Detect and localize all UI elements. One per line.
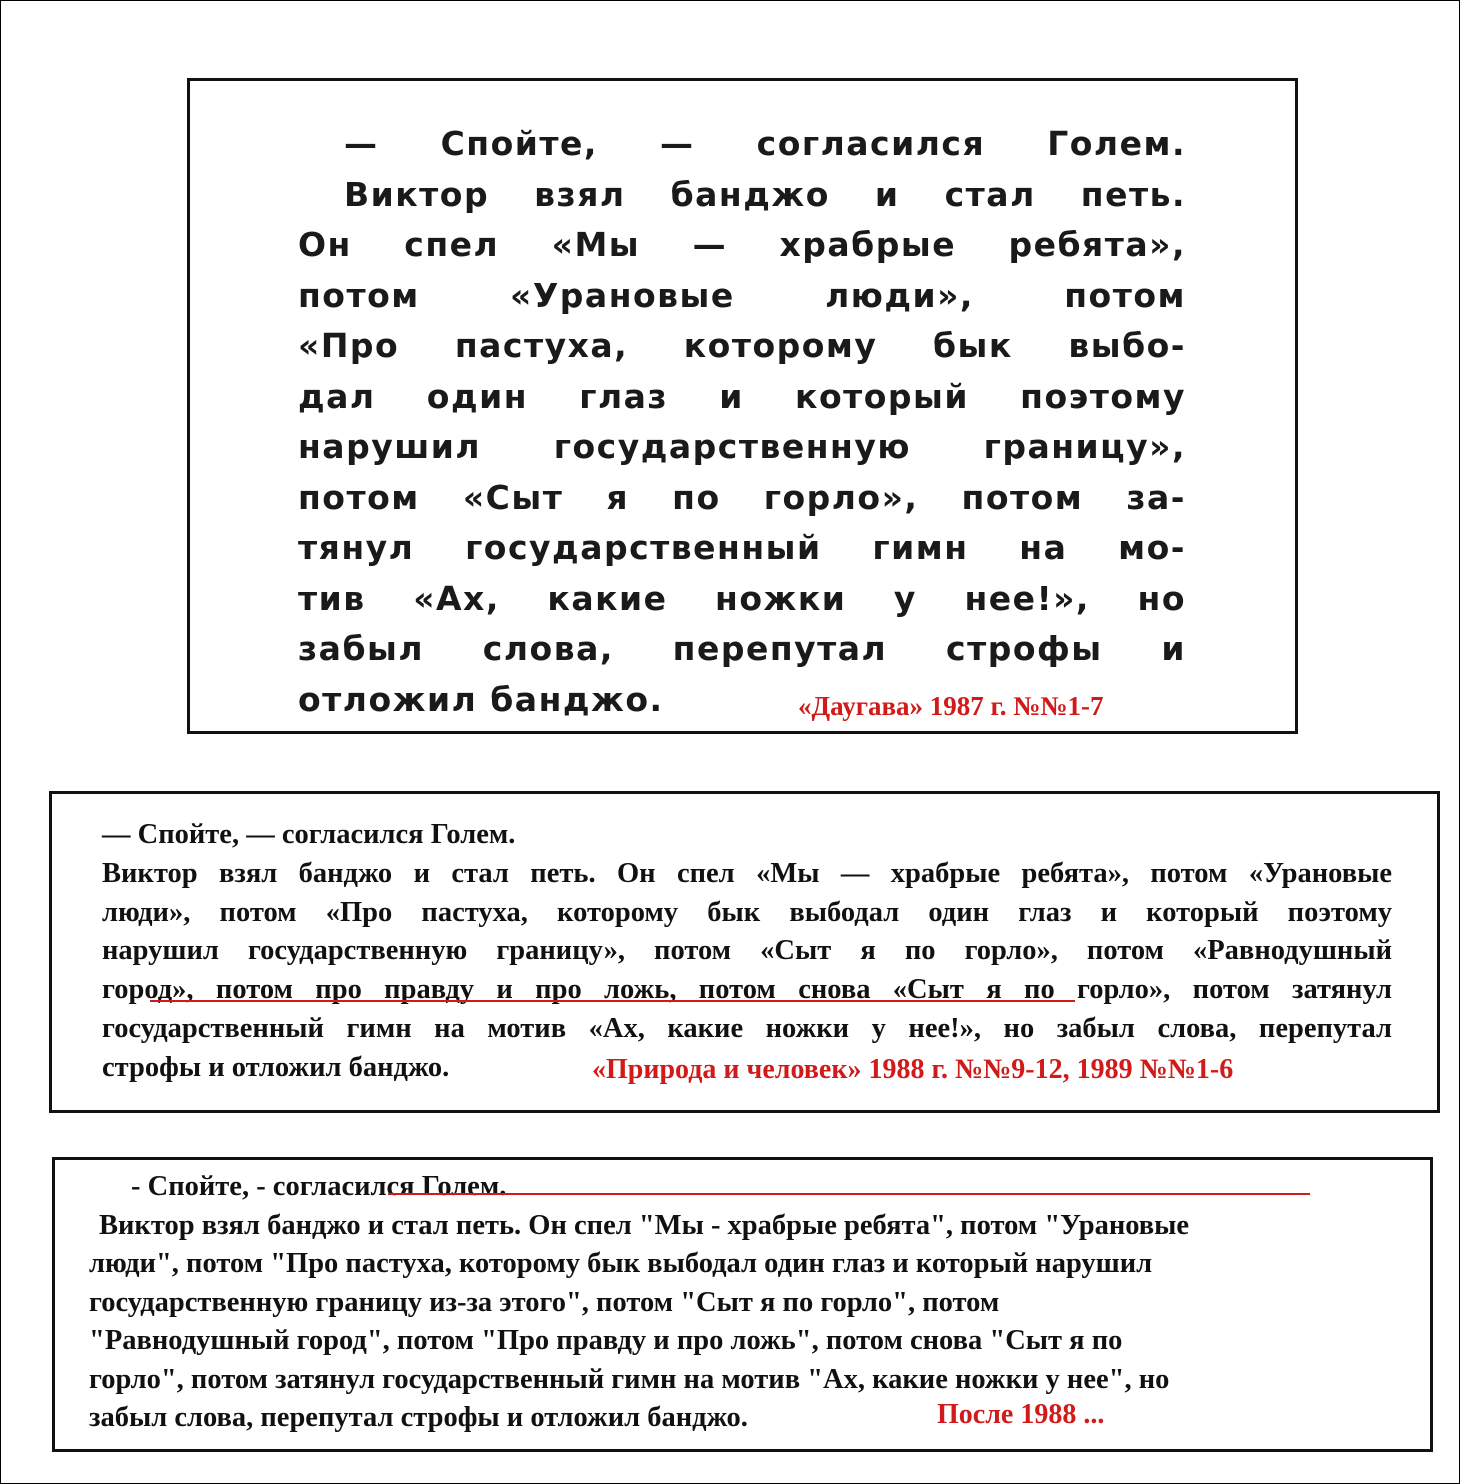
text-block bbox=[89, 1168, 1399, 1438]
text-line: Он спел «Мы — храбрые ребята», bbox=[298, 225, 1186, 264]
text-line: дал один глаз и который поэтому bbox=[298, 376, 1186, 416]
text-line: люди", потом "Про пастуха, которому бык выбодал один глаз и который нарушил bbox=[89, 1248, 1153, 1279]
excerpt-priroda-1988 bbox=[49, 791, 1440, 1113]
text-line: забыл слова, перепутал строфы и отложил банджо. bbox=[89, 1402, 748, 1433]
text-line: горло", потом затянул государственный гимн на мотив "Ах, какие ножки у нее", но bbox=[89, 1363, 1170, 1395]
text-line: государственную границу из-за этого", потом "Сыт я по горло", потом bbox=[89, 1286, 1000, 1318]
text-line: Виктор взял банджо и стал петь. Он спел "Мы - храбрые ребята", потом "Урановые bbox=[99, 1209, 1190, 1241]
text-line: Виктор взял банджо и стал петь. bbox=[344, 174, 1186, 214]
text-line: отложил банджо. bbox=[298, 679, 664, 719]
text-line: забыл слова, перепутал строфы и bbox=[298, 629, 1186, 668]
text-line: потом «Сыт я по горло», потом за- bbox=[298, 477, 1186, 517]
text-line: «Про пастуха, которому бык выбо- bbox=[298, 326, 1186, 365]
text-line: нарушил государственную границу», bbox=[298, 427, 1186, 466]
text-line: — Спойте, — согласился Голем. bbox=[102, 819, 516, 850]
text-line: государственный гимн на мотив «Ах, какие ножки у нее!», но забыл слова, перепутал bbox=[102, 1012, 1392, 1044]
text-line: город», потом про правду и про ложь, потом снова «Сыт я по горло», потом затянул bbox=[102, 974, 1392, 1006]
text-line: строфы и отложил банджо. bbox=[102, 1051, 450, 1083]
text-line: потом «Урановые люди», потом bbox=[298, 275, 1186, 315]
scanned-column bbox=[298, 119, 1186, 725]
text-block bbox=[102, 816, 1392, 1088]
text-line: "Равнодушный город", потом "Про правду и про ложь", потом снова "Сыт я по bbox=[89, 1325, 1123, 1356]
highlight-underline bbox=[150, 1000, 1075, 1002]
text-line: тив «Ах, какие ножки у нее!», но bbox=[298, 578, 1186, 618]
text-line: — Спойте, — согласился Голем. bbox=[344, 124, 1186, 163]
highlight-underline bbox=[388, 1193, 1310, 1195]
text-line: тянул государственный гимн на мо- bbox=[298, 528, 1186, 567]
source-caption: «Даугава» 1987 г. №№1-7 bbox=[798, 691, 1104, 721]
source-caption: «Природа и человек» 1988 г. №№9-12, 1989 №№1-6 bbox=[592, 1054, 1234, 1085]
excerpt-daugava-1987 bbox=[187, 78, 1298, 734]
text-line: нарушил государственную границу», потом «Сыт я по горло», потом «Равнодушный bbox=[102, 935, 1392, 967]
excerpt-after-1988 bbox=[52, 1157, 1433, 1452]
text-line: Виктор взял банджо и стал петь. Он спел «Мы — храбрые ребята», потом «Урановые bbox=[102, 857, 1392, 889]
source-caption: После 1988 ... bbox=[937, 1399, 1105, 1430]
text-line: - Спойте, - согласился Голем. bbox=[131, 1171, 507, 1202]
text-line: люди», потом «Про пастуха, которому бык выбодал один глаз и который поэтому bbox=[102, 896, 1392, 928]
